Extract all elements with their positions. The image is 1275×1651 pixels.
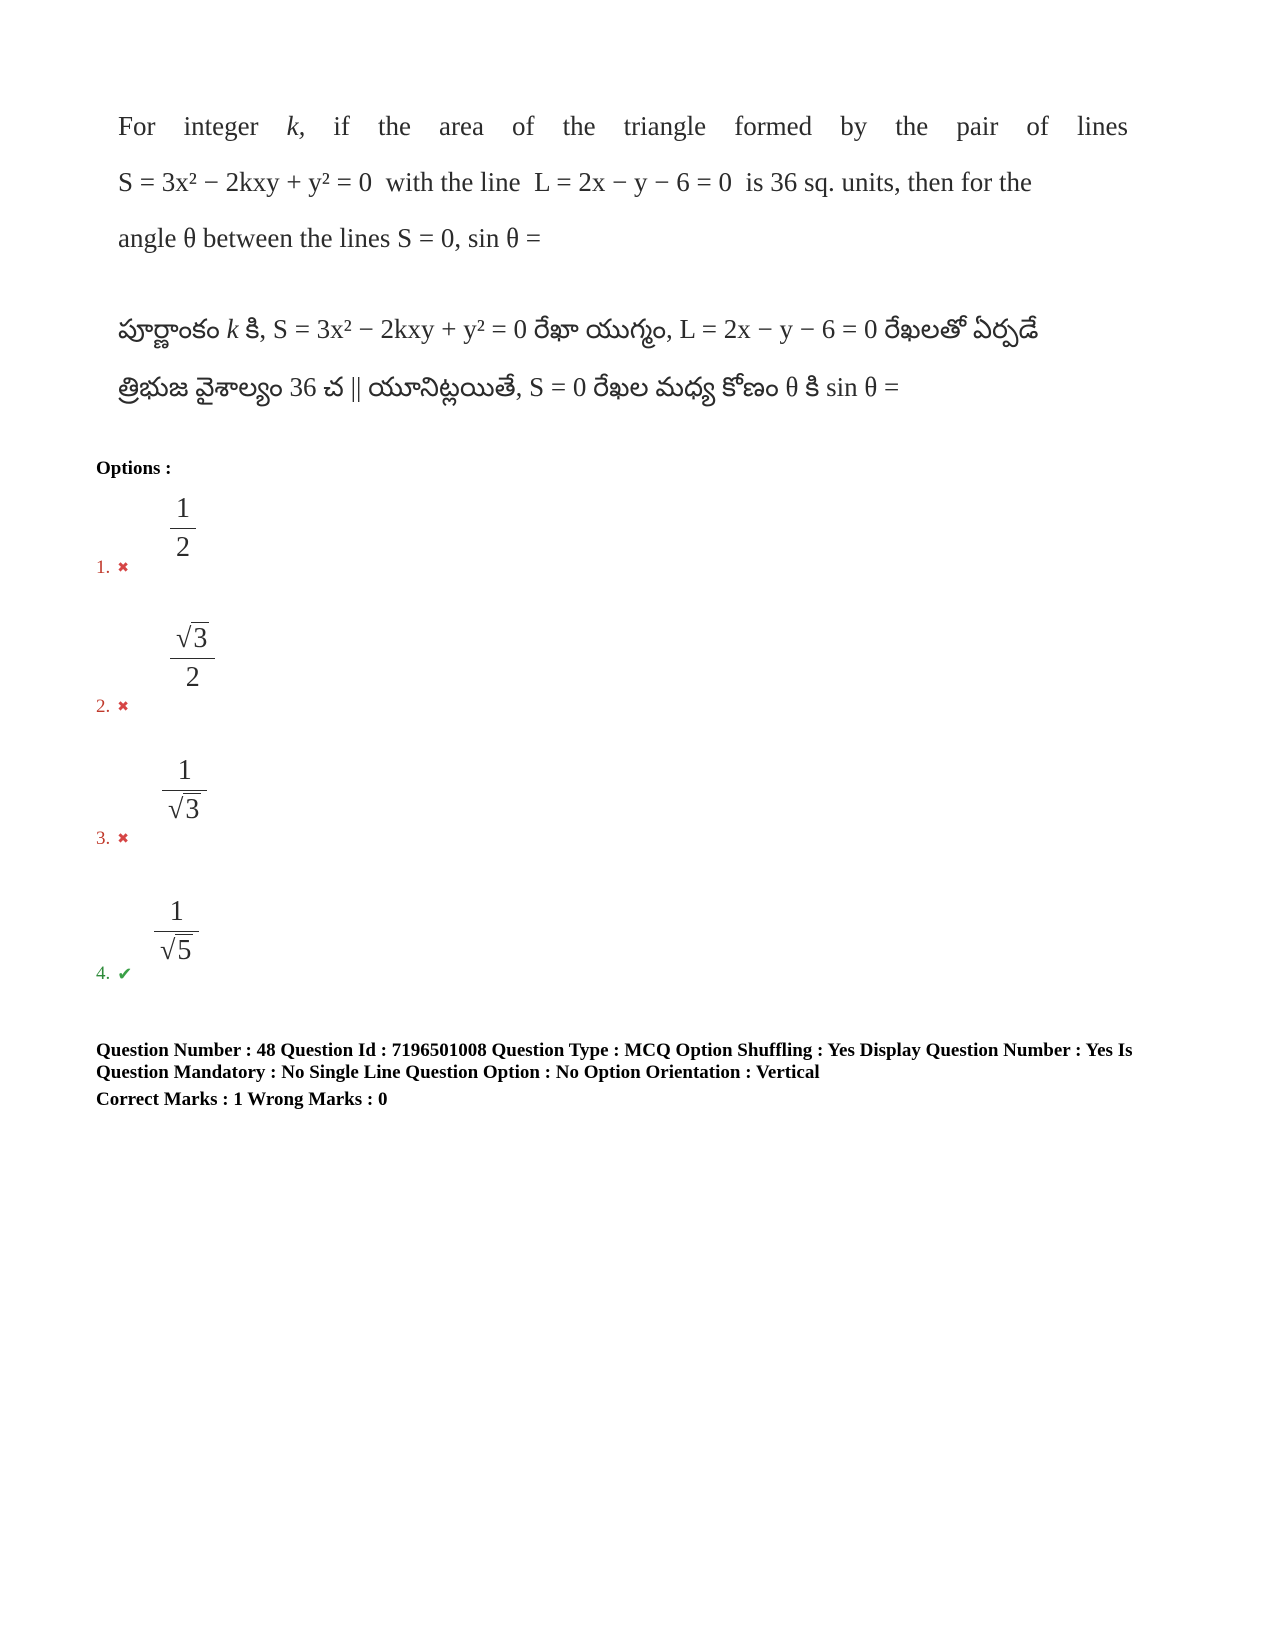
- text: కి,: [245, 314, 267, 344]
- text: with the line: [385, 167, 521, 197]
- option-number: 4.: [96, 963, 111, 984]
- text: is 36 sq. units, then for the: [745, 167, 1032, 197]
- question-line-3: [118, 210, 1128, 266]
- word: the: [562, 111, 596, 141]
- numerator: √3: [176, 623, 208, 654]
- check-icon: ✔: [117, 963, 133, 984]
- equation-l: L = 2x − y − 6 = 0: [534, 167, 733, 197]
- text: రేఖలతో ఏర్పడే: [884, 314, 1039, 344]
- wrong-mark-icon: ✖: [117, 560, 129, 576]
- denominator: √3: [168, 794, 200, 825]
- word: lines: [1076, 111, 1128, 141]
- text: sin θ =: [826, 372, 900, 402]
- word: integer: [183, 111, 259, 141]
- text: పూర్ణాంకం: [118, 314, 220, 344]
- word: the: [377, 111, 411, 141]
- question-metadata: [96, 1040, 1186, 1084]
- word: pair: [956, 111, 999, 141]
- text: రేఖల మధ్య కోణం: [593, 372, 779, 402]
- option-number: 2.: [96, 696, 111, 717]
- wrong-mark-icon: ✖: [117, 831, 129, 847]
- metadata-line: Question Mandatory : No Single Line Question Option : No Option Orientation : Vertical: [96, 1062, 820, 1083]
- word: For: [118, 111, 156, 141]
- question-telugu-line-1: [118, 300, 1128, 358]
- sqrt-icon: √: [176, 623, 192, 654]
- option-number: 1.: [96, 557, 111, 578]
- equation-l: L = 2x − y − 6 = 0: [679, 314, 878, 344]
- question-line-2: [118, 154, 1128, 210]
- text: రేఖా యుగ్మం,: [533, 314, 673, 344]
- options-label: Options :: [96, 458, 172, 479]
- sqrt-icon: √: [168, 794, 184, 825]
- equation-s: S = 3x² − 2kxy + y² = 0: [272, 314, 528, 344]
- denominator: √5: [160, 935, 192, 966]
- question-telugu-line-2: [118, 358, 1128, 416]
- denominator: 2: [185, 662, 200, 693]
- marks-info: Correct Marks : 1 Wrong Marks : 0: [96, 1089, 388, 1110]
- variable: k: [226, 314, 239, 344]
- word: of: [512, 111, 535, 141]
- question-english: [118, 98, 1128, 266]
- word: k,: [286, 111, 306, 141]
- denominator: 2: [176, 532, 190, 563]
- word: by: [840, 111, 868, 141]
- word: triangle: [623, 111, 707, 141]
- variable: θ: [785, 372, 799, 402]
- question-telugu: [118, 300, 1128, 416]
- sqrt-icon: √: [160, 935, 176, 966]
- option-4[interactable]: [96, 963, 132, 985]
- option-1-fraction: [170, 490, 196, 567]
- wrong-mark-icon: ✖: [117, 699, 129, 715]
- option-4-fraction: [154, 893, 199, 970]
- option-2[interactable]: [96, 696, 129, 718]
- question-line-1: [118, 98, 1128, 154]
- metadata-line: Question Number : 48 Question Id : 7196501008 Question Type : MCQ Option Shuffling : Yes Display Question Number : Yes Is: [96, 1040, 1133, 1061]
- option-number: 3.: [96, 828, 111, 849]
- word: the: [895, 111, 929, 141]
- option-3[interactable]: [96, 828, 129, 850]
- text: త్రిభుజ వైశాల్యం 36 చ || యూనిట్లయితే,: [118, 372, 523, 402]
- word: if: [333, 111, 350, 141]
- text: కి: [805, 372, 820, 402]
- numerator: 1: [169, 896, 184, 927]
- word: of: [1026, 111, 1049, 141]
- word: formed: [734, 111, 813, 141]
- option-2-fraction: [170, 620, 215, 697]
- equation-s: S = 3x² − 2kxy + y² = 0: [118, 167, 373, 197]
- text: angle θ between the lines S = 0, sin θ =: [118, 223, 541, 253]
- numerator: 1: [176, 493, 190, 524]
- numerator: 1: [177, 755, 192, 786]
- word: area: [439, 111, 484, 141]
- option-3-fraction: [162, 752, 207, 829]
- equation: S = 0: [529, 372, 587, 402]
- option-1[interactable]: [96, 557, 129, 579]
